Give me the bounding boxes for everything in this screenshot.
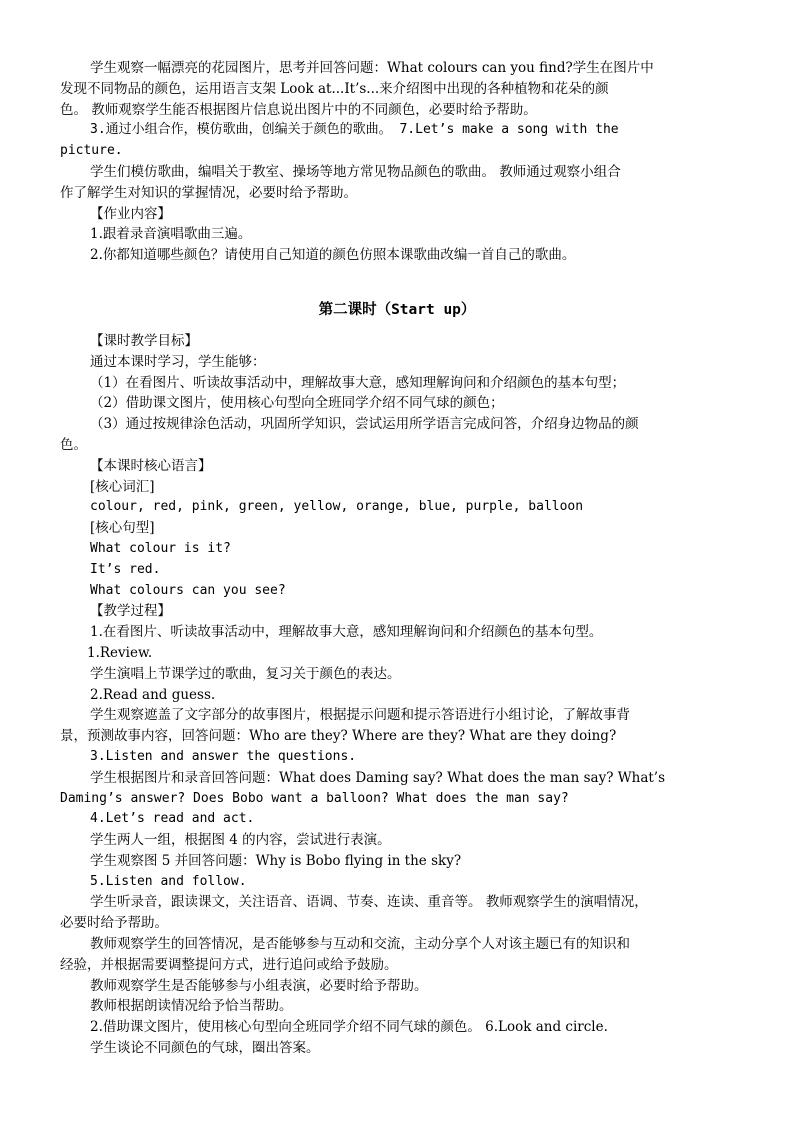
process-line: 学生观察图 5 并回答问题：Why is Bobo flying in the sky?: [90, 852, 462, 869]
sentence-heading: [核心句型]: [90, 520, 155, 537]
objectives-intro: 通过本课时学习，学生能够：: [90, 353, 266, 370]
process-line: 景，预测故事内容，回答问题：Who are they? Where are they? What are they doing?: [60, 728, 617, 745]
objective-item: （1）在看图片、听读故事活动中，理解故事大意，感知理解询问和介绍颜色的基本句型；: [90, 374, 626, 391]
vocab-list: colour, red, pink, green, yellow, orange, blue, purple, balloon: [90, 499, 584, 515]
vocab-heading: [核心词汇]: [90, 478, 155, 495]
section-title: 第二课时（Start up）: [318, 301, 476, 318]
paragraph-line: 学生们模仿歌曲，编唱关于教室、操场等地方常见物品颜色的歌曲。 教师通过观察小组合: [90, 163, 621, 180]
process-line: 学生听录音，跟读课文，关注语音、语调、节奏、连读、重音等。 教师观察学生的演唱情况，: [90, 894, 648, 911]
process-line: 经验，并根据需要调整提问方式，进行追问或给予鼓励。: [60, 956, 398, 973]
core-sentence: What colours can you see?: [90, 582, 286, 598]
process-line: 4.Let’s read and act.: [90, 811, 255, 827]
paragraph-line: 3.通过小组合作，模仿歌曲，创编关于颜色的歌曲。 7.Let’s make a song with the: [90, 122, 619, 138]
process-line: 教师观察学生是否能够参与小组表演，必要时给予帮助。: [90, 977, 428, 994]
process-heading: 【教学过程】: [90, 603, 171, 620]
core-sentence: It’s red.: [90, 561, 161, 577]
process-line: 教师根据朗读情况给予恰当帮助。: [90, 998, 293, 1015]
homework-item: 1.跟着录音演唱歌曲三遍。: [90, 226, 252, 243]
objective-item-cont: 色。: [60, 436, 87, 453]
process-line: 2.借助课文图片，使用核心句型向全班同学介绍不同气球的颜色。 6.Look and circle.: [90, 1019, 608, 1036]
spacer: [90, 266, 734, 286]
process-line: 2.Read and guess.: [90, 686, 216, 703]
paragraph-line: 发现不同物品的颜色，运用语言支架 Look at...It’s...来介绍图中出现的各种植物和花朵的颜: [60, 80, 609, 97]
process-line: 1.在看图片、听读故事活动中，理解故事大意，感知理解询问和介绍颜色的基本句型。: [90, 624, 603, 641]
process-line: 3.Listen and answer the questions.: [90, 748, 357, 764]
objective-item: （2）借助课文图片，使用核心句型向全班同学介绍不同气球的颜色；: [90, 395, 504, 412]
process-line: 必要时给予帮助。: [60, 915, 168, 932]
process-line: 5.Listen and follow.: [90, 873, 247, 889]
process-line: 学生谈论不同颜色的气球，圈出答案。: [90, 1040, 320, 1057]
paragraph-line: 学生观察一幅漂亮的花园图片，思考并回答问题：What colours can you find?学生在图片中: [90, 60, 654, 76]
process-line: 学生演唱上节课学过的歌曲，复习关于颜色的表达。: [90, 665, 401, 682]
process-line: 学生根据图片和录音回答问题：What does Daming say? What does the man say? What’s: [90, 769, 666, 786]
process-line: 学生观察遮盖了文字部分的故事图片，根据提示问题和提示答语进行小组讨论，了解故事背: [90, 707, 630, 724]
process-line: 学生两人一组，根据图 4 的内容，尝试进行表演。: [90, 832, 391, 849]
paragraph-line: picture.: [60, 143, 123, 159]
objective-item: （3）通过按规律涂色活动，巩固所学知识，尝试运用所学语言完成问答，介绍身边物品的颜: [90, 416, 639, 433]
process-line: Daming’s answer? Does Bobo want a balloon? What does the man say?: [60, 790, 569, 806]
core-language-heading: 【本课时核心语言】: [90, 457, 212, 474]
paragraph-line: 作了解学生对知识的掌握情况，必要时给予帮助。: [60, 184, 357, 201]
paragraph-line: 色。 教师观察学生能否根据图片信息说出图片中的不同颜色，必要时给予帮助。: [60, 101, 537, 118]
core-sentence: What colour is it?: [90, 540, 231, 556]
process-line: 1.Review.: [87, 644, 153, 661]
process-line: 教师观察学生的回答情况，是否能够参与互动和交流，主动分享个人对该主题已有的知识和: [90, 936, 630, 953]
homework-item: 2.你都知道哪些颜色？请使用自己知道的颜色仿照本课歌曲改编一首自己的歌曲。: [90, 247, 576, 264]
homework-heading: 【作业内容】: [90, 205, 171, 222]
objectives-heading: 【课时教学目标】: [90, 332, 198, 349]
